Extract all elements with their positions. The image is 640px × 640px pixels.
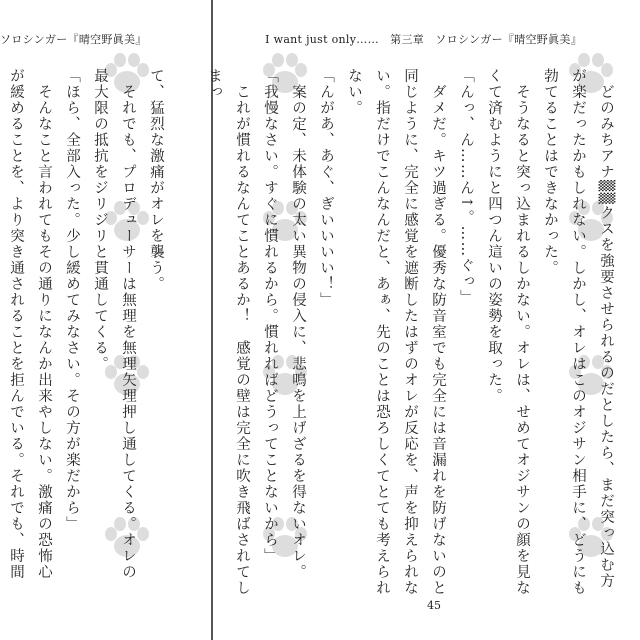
paragraph: 「我慢なさい。すぐに慣れるから。慣れればどうってことないから」: [262, 68, 278, 564]
running-header: I want just only…… 第三章 ソロシンガー『晴空野眞美』: [265, 33, 582, 46]
page-number: 45: [427, 599, 441, 612]
paragraph: 「んがあ、あぐ、ぎいいいい！」: [318, 68, 334, 308]
paragraph: そうなると突っ込まれるしかない。オレは、せめてオジサンの顔を見なくて済むようにと四つん這いの姿勢を取った。: [486, 68, 530, 596]
paragraph: 案の定、未体験の太い異物の侵入に、悲鳴を上げざるを得ないオレ。: [290, 68, 306, 580]
paragraph: 「んっ、ん……ん↑。……ぐっ」: [458, 68, 474, 306]
paragraph: 「ほら、全部入った。少し緩めてみなさい。その方が楽だから」: [64, 68, 80, 532]
running-header: ソロシンガー『晴空野眞美』: [0, 33, 147, 46]
body-text: [200, 68, 620, 598]
paragraph: ダメだ。キツ過ぎる。優秀な防音室でも完全には音漏れを防げないのと同じように、完全に感覚を遮断したはずのオレが反応を、声を抑えられない。指だけでこんなんだと、あぁ、先のことは恐ろしくてとても考えられない。: [346, 68, 446, 596]
paragraph: そんなこと言われてもその通りになんか出来やしない。激痛の恐怖心が緩めることを、より突き通されることを拒んでいる。それでも、時間: [8, 68, 52, 580]
paragraph: それでも、プロデューサーは無理を無理矢理押し通してくる。オレの最大限の抵抗をジリジリと貫通してくる。: [92, 68, 136, 580]
paragraph: て、猛烈な激痛がオレを襲う。: [148, 68, 164, 292]
paragraph: どのみちアナ▒▒クスを強要させられるのだとしたら、まだ突っ込む方が楽だったかもしれない。しかし、オレはこのオジサン相手に、どうにも勃てることはできなかった。: [542, 68, 614, 596]
left-page: [0, 0, 212, 640]
body-text: [0, 68, 170, 588]
paragraph: これが慣れるなんてことあるか！ 感覚の壁は完全に吹き飛ばされてしまっ: [206, 68, 250, 596]
right-page: [206, 0, 640, 640]
